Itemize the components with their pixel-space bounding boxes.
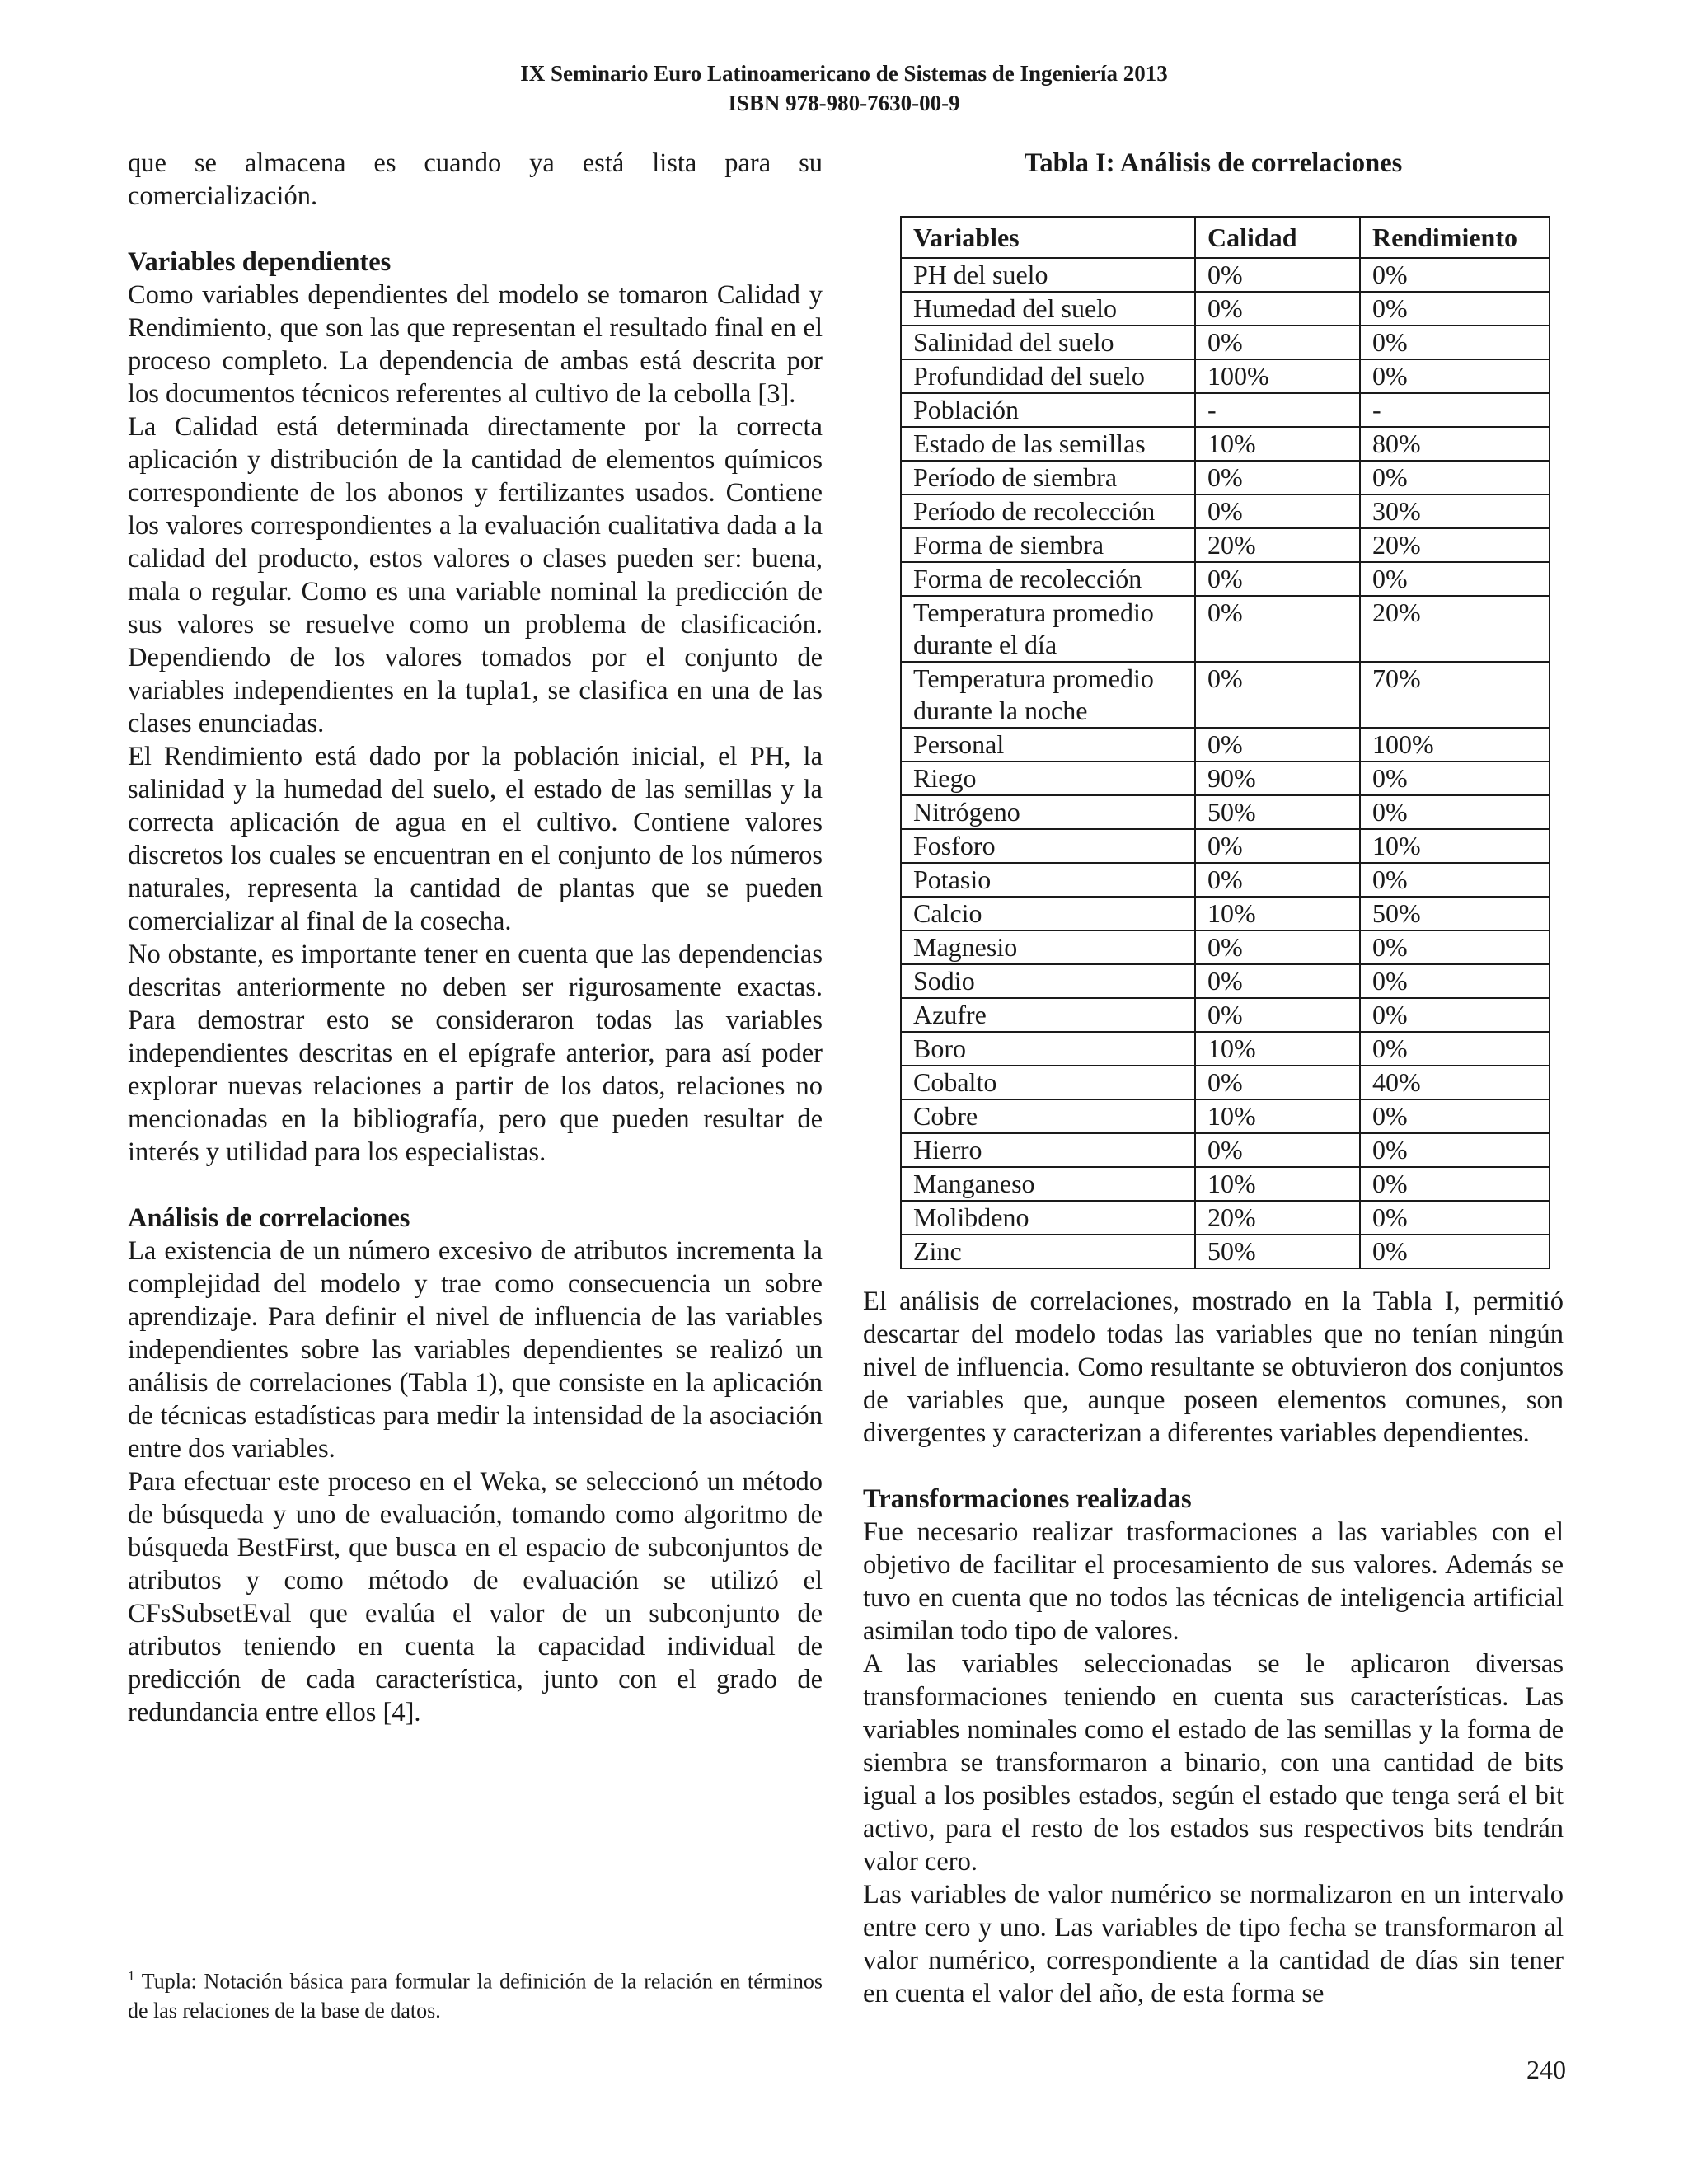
- rendimiento-cell: 0%: [1360, 292, 1550, 326]
- table-row: [901, 930, 1550, 964]
- calidad-cell: 10%: [1195, 897, 1360, 930]
- rendimiento-cell: 100%: [1360, 728, 1550, 762]
- table-row: [901, 1235, 1550, 1268]
- variable-cell: Cobre: [901, 1099, 1195, 1133]
- rendimiento-cell: 40%: [1360, 1066, 1550, 1099]
- variable-cell: Personal: [901, 728, 1195, 762]
- variable-cell: Sodio: [901, 964, 1195, 998]
- variable-cell: Manganeso: [901, 1167, 1195, 1201]
- table-row: [901, 562, 1550, 596]
- calidad-cell: 50%: [1195, 1235, 1360, 1268]
- calidad-cell: 0%: [1195, 326, 1360, 359]
- rendimiento-cell: 0%: [1360, 1099, 1550, 1133]
- rendimiento-cell: 20%: [1360, 528, 1550, 562]
- right-column: [863, 1285, 1564, 2010]
- table-row: [901, 393, 1550, 427]
- column-header: Calidad: [1195, 217, 1360, 258]
- table-row: [901, 1201, 1550, 1235]
- variable-cell: Forma de siembra: [901, 528, 1195, 562]
- calidad-cell: 0%: [1195, 596, 1360, 662]
- variable-cell: Temperatura promedio durante la noche: [901, 662, 1195, 728]
- calidad-cell: 10%: [1195, 427, 1360, 461]
- variable-cell: Profundidad del suelo: [901, 359, 1195, 393]
- calidad-cell: 10%: [1195, 1032, 1360, 1066]
- footnote-text: Tupla: Notación básica para formular la definición de la relación en términos de las relaciones de la base de datos.: [128, 1969, 823, 2022]
- variable-cell: Nitrógeno: [901, 795, 1195, 829]
- table-row: [901, 762, 1550, 795]
- rendimiento-cell: 0%: [1360, 461, 1550, 494]
- variable-cell: Cobalto: [901, 1066, 1195, 1099]
- calidad-cell: 20%: [1195, 1201, 1360, 1235]
- paragraph: La existencia de un número excesivo de atributos incrementa la complejidad del modelo y trae como consecuencia un sobre aprendizaje. Para definir el nivel de influencia de las variables independientes sobre las variables dependientes se realizó un análisis de correlaciones (Tabla 1), que consiste en la aplicación de técnicas estadísticas para medir la intensidad de la asociación entre dos variables.: [128, 1236, 823, 1464]
- calidad-cell: 0%: [1195, 494, 1360, 528]
- variable-cell: Período de recolección: [901, 494, 1195, 528]
- rendimiento-cell: 0%: [1360, 1201, 1550, 1235]
- variable-cell: Riego: [901, 762, 1195, 795]
- table-row: [901, 998, 1550, 1032]
- table-row: [901, 359, 1550, 393]
- paragraph: No obstante, es importante tener en cuenta que las dependencias descritas anteriormente no deben ser rigurosamente exactas. Para demostrar esto se consideraron todas las variables independientes descritas en el epígrafe anterior, para así poder explorar nuevas relaciones a partir de los datos, relaciones no mencionadas en la bibliografía, pero que pueden resultar de interés y utilidad para los especialistas.: [128, 940, 823, 1167]
- rendimiento-cell: 0%: [1360, 795, 1550, 829]
- calidad-cell: 0%: [1195, 662, 1360, 728]
- table-row: [901, 1133, 1550, 1167]
- rendimiento-cell: 80%: [1360, 427, 1550, 461]
- table-row: [901, 494, 1550, 528]
- variable-cell: PH del suelo: [901, 258, 1195, 292]
- table-row: [901, 1032, 1550, 1066]
- table-row: [901, 662, 1550, 728]
- calidad-cell: 0%: [1195, 562, 1360, 596]
- calidad-cell: 0%: [1195, 461, 1360, 494]
- table-row: [901, 326, 1550, 359]
- table-row: [901, 897, 1550, 930]
- calidad-cell: 50%: [1195, 795, 1360, 829]
- rendimiento-cell: 0%: [1360, 1235, 1550, 1268]
- rendimiento-cell: -: [1360, 393, 1550, 427]
- calidad-cell: 10%: [1195, 1167, 1360, 1201]
- table-row: [901, 964, 1550, 998]
- table-row: [901, 461, 1550, 494]
- paragraph: La Calidad está determinada directamente por la correcta aplicación y distribución de la cantidad de elementos químicos correspondiente de los abonos y fertilizantes usados. Contiene los valores correspondientes a la evaluación cualitativa dada a la calidad del producto, estos valores o clases pueden ser: buena, mala o regular. Como es una variable nominal la predicción de sus valores se resuelve como un problema de clasificación. Dependiendo de los valores tomados por el conjunto de variables independientes en la tupla1, se clasifica en una de las clases enunciadas.: [128, 412, 823, 738]
- rendimiento-cell: 30%: [1360, 494, 1550, 528]
- table-row: [901, 427, 1550, 461]
- table-row: [901, 1167, 1550, 1201]
- footnote-mark: 1: [128, 1968, 135, 1984]
- calidad-cell: 0%: [1195, 1133, 1360, 1167]
- rendimiento-cell: 0%: [1360, 998, 1550, 1032]
- rendimiento-cell: 70%: [1360, 662, 1550, 728]
- rendimiento-cell: 0%: [1360, 863, 1550, 897]
- table-header-row: [901, 217, 1550, 258]
- variable-cell: Azufre: [901, 998, 1195, 1032]
- paragraph: Como variables dependientes del modelo se tomaron Calidad y Rendimiento, que son las que representan el resultado final en el proceso completo. La dependencia de ambas está descrita por los documentos técnicos referentes al cultivo de la cebolla [3].: [128, 280, 823, 409]
- rendimiento-cell: 0%: [1360, 359, 1550, 393]
- variable-cell: Humedad del suelo: [901, 292, 1195, 326]
- variable-cell: Estado de las semillas: [901, 427, 1195, 461]
- conference-header: IX Seminario Euro Latinoamericano de Sistemas de Ingeniería 2013: [520, 61, 1168, 86]
- table-row: [901, 258, 1550, 292]
- column-header: Variables: [901, 217, 1195, 258]
- footnote: [128, 1961, 823, 2025]
- calidad-cell: 0%: [1195, 292, 1360, 326]
- calidad-cell: 0%: [1195, 964, 1360, 998]
- table-row: [901, 528, 1550, 562]
- calidad-cell: 0%: [1195, 1066, 1360, 1099]
- rendimiento-cell: 0%: [1360, 762, 1550, 795]
- rendimiento-cell: 0%: [1360, 326, 1550, 359]
- rendimiento-cell: 0%: [1360, 930, 1550, 964]
- rendimiento-cell: 0%: [1360, 964, 1550, 998]
- variable-cell: Hierro: [901, 1133, 1195, 1167]
- section-heading-transformaciones: Transformaciones realizadas: [863, 1484, 1192, 1514]
- intro-paragraph: que se almacena es cuando ya está lista para su comercialización.: [128, 148, 823, 211]
- table-row: [901, 863, 1550, 897]
- variable-cell: Zinc: [901, 1235, 1195, 1268]
- calidad-cell: 100%: [1195, 359, 1360, 393]
- table-row: [901, 292, 1550, 326]
- correlation-table: [900, 216, 1550, 1269]
- table-row: [901, 596, 1550, 662]
- variable-cell: Magnesio: [901, 930, 1195, 964]
- column-header: Rendimiento: [1360, 217, 1550, 258]
- table-row: [901, 1066, 1550, 1099]
- paragraph: Para efectuar este proceso en el Weka, se seleccionó un método de búsqueda y uno de evaluación, tomando como algoritmo de búsqueda BestFirst, que busca en el espacio de subconjuntos de atributos y como método de evaluación se utilizó el CFsSubsetEval que evalúa el valor de un subconjunto de atributos teniendo en cuenta la capacidad individual de predicción de cada característica, junto con el grado de redundancia entre ellos [4].: [128, 1467, 823, 1727]
- variable-cell: Boro: [901, 1032, 1195, 1066]
- rendimiento-cell: 0%: [1360, 1032, 1550, 1066]
- table-row: [901, 795, 1550, 829]
- calidad-cell: 90%: [1195, 762, 1360, 795]
- paragraph: El Rendimiento está dado por la población inicial, el PH, la salinidad y la humedad del suelo, el estado de las semillas y la correcta aplicación de agua en el cultivo. Contiene valores discretos los cuales se encuentran en el conjunto de los números naturales, representa la cantidad de plantas que se pueden comercializar al final de la cosecha.: [128, 742, 823, 936]
- paragraph: El análisis de correlaciones, mostrado en la Tabla I, permitió descartar del modelo todas las variables que no tenían ningún nivel de influencia. Como resultante se obtuvieron dos conjuntos de variables que, aunque poseen elementos comunes, son divergentes y caracterizan a diferentes variables dependientes.: [863, 1286, 1564, 1448]
- paragraph: Las variables de valor numérico se normalizaron en un intervalo entre cero y uno. Las variables de tipo fecha se transformaron al valor numérico, correspondiente a la cantidad de días sin tener en cuenta el valor del año, de esta forma se: [863, 1880, 1564, 2008]
- left-column: [128, 147, 823, 1729]
- calidad-cell: 0%: [1195, 998, 1360, 1032]
- section-heading-variables-dependientes: Variables dependientes: [128, 247, 392, 277]
- calidad-cell: 0%: [1195, 829, 1360, 863]
- variable-cell: Forma de recolección: [901, 562, 1195, 596]
- variable-cell: Período de siembra: [901, 461, 1195, 494]
- paragraph: Fue necesario realizar trasformaciones a las variables con el objetivo de facilitar el procesamiento de sus valores. Además se tuvo en cuenta que no todos las técnicas de inteligencia artificial asimilan todo tipo de valores.: [863, 1517, 1564, 1646]
- calidad-cell: 10%: [1195, 1099, 1360, 1133]
- calidad-cell: 0%: [1195, 258, 1360, 292]
- calidad-cell: 0%: [1195, 930, 1360, 964]
- isbn-header: ISBN 978-980-7630-00-9: [728, 91, 960, 115]
- calidad-cell: 0%: [1195, 863, 1360, 897]
- table-row: [901, 1099, 1550, 1133]
- table-row: [901, 829, 1550, 863]
- page-number: 240: [1526, 2055, 1566, 2084]
- table-caption: Tabla I: Análisis de correlaciones: [1024, 148, 1403, 178]
- calidad-cell: -: [1195, 393, 1360, 427]
- variable-cell: Molibdeno: [901, 1201, 1195, 1235]
- variable-cell: Calcio: [901, 897, 1195, 930]
- rendimiento-cell: 10%: [1360, 829, 1550, 863]
- section-heading-analisis-correlaciones: Análisis de correlaciones: [128, 1203, 410, 1233]
- rendimiento-cell: 0%: [1360, 258, 1550, 292]
- calidad-cell: 0%: [1195, 728, 1360, 762]
- calidad-cell: 20%: [1195, 528, 1360, 562]
- rendimiento-cell: 0%: [1360, 562, 1550, 596]
- rendimiento-cell: 50%: [1360, 897, 1550, 930]
- variable-cell: Población: [901, 393, 1195, 427]
- rendimiento-cell: 0%: [1360, 1133, 1550, 1167]
- variable-cell: Potasio: [901, 863, 1195, 897]
- variable-cell: Temperatura promedio durante el día: [901, 596, 1195, 662]
- rendimiento-cell: 20%: [1360, 596, 1550, 662]
- variable-cell: Salinidad del suelo: [901, 326, 1195, 359]
- rendimiento-cell: 0%: [1360, 1167, 1550, 1201]
- variable-cell: Fosforo: [901, 829, 1195, 863]
- table-row: [901, 728, 1550, 762]
- paragraph: A las variables seleccionadas se le aplicaron diversas transformaciones teniendo en cuenta sus características. Las variables nominales como el estado de las semillas y la forma de siembra se transformaron a binario, con una cantidad de bits igual a los posibles estados, según el estado que tenga será el bit activo, para el resto de los estados sus respectivos bits tendrán valor cero.: [863, 1649, 1564, 1877]
